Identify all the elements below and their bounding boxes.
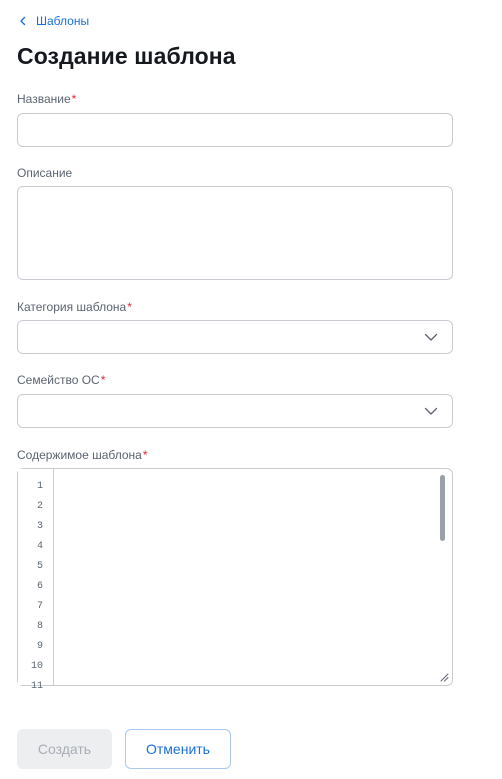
- chevron-down-icon: [424, 331, 438, 343]
- line-number: 10: [30, 661, 43, 672]
- line-number: 4: [36, 541, 43, 552]
- os-family-field-label: [17, 373, 105, 387]
- line-number-gutter: [18, 469, 54, 692]
- editor-scrollbar-thumb[interactable]: [440, 475, 445, 541]
- content-field-label: [17, 448, 148, 462]
- code-input-area[interactable]: [54, 469, 452, 685]
- breadcrumb-back-link[interactable]: [18, 14, 89, 28]
- content-label-text: Содержимое шаблона: [17, 448, 142, 462]
- required-mark: *: [127, 300, 132, 314]
- description-label-text: Описание: [17, 166, 73, 180]
- description-field-label: [17, 166, 72, 180]
- line-number: 11: [30, 681, 43, 692]
- name-label-text: Название: [17, 92, 71, 106]
- line-number: 5: [36, 561, 43, 572]
- resize-handle-icon[interactable]: [439, 672, 449, 682]
- line-number: 3: [36, 521, 43, 532]
- category-label-text: Категория шаблона: [17, 300, 127, 314]
- cancel-button[interactable]: Отменить: [125, 729, 231, 769]
- line-number: 7: [36, 601, 43, 612]
- category-field-label: [17, 300, 132, 314]
- template-content-editor: [17, 468, 453, 692]
- os-family-select[interactable]: [17, 394, 453, 428]
- chevron-left-icon: [18, 16, 28, 26]
- line-number: 8: [36, 621, 43, 632]
- line-number: 2: [36, 501, 43, 512]
- chevron-down-icon: [424, 405, 438, 417]
- page-title: Создание шаблона: [17, 43, 236, 69]
- line-number: 1: [36, 481, 43, 492]
- line-number: 9: [36, 641, 43, 652]
- category-select[interactable]: [17, 320, 453, 354]
- description-textarea[interactable]: [17, 186, 453, 280]
- breadcrumb-label: Шаблоны: [36, 14, 90, 28]
- required-mark: *: [142, 448, 148, 462]
- required-mark: *: [100, 373, 106, 387]
- required-mark: *: [71, 92, 77, 106]
- name-input[interactable]: [17, 113, 453, 147]
- name-field-label: [17, 92, 76, 106]
- line-number: 6: [36, 581, 43, 592]
- os-family-label-text: Семейство ОС: [17, 373, 100, 387]
- create-button[interactable]: Создать: [17, 729, 112, 769]
